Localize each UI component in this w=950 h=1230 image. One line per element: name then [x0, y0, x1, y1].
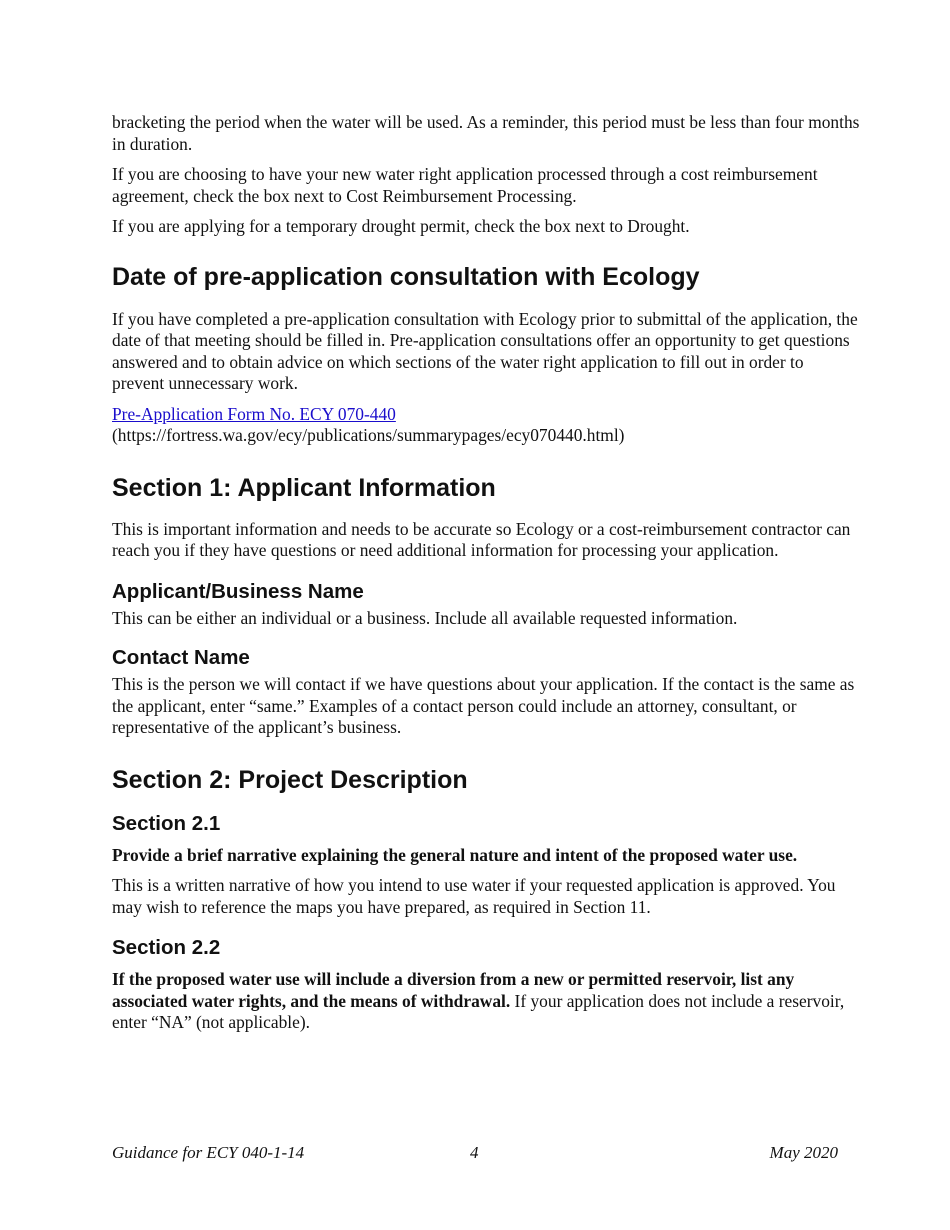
- section22-heading: Section 2.2: [112, 936, 221, 959]
- business-name-heading: Applicant/Business Name: [112, 579, 364, 603]
- section1-heading: Section 1: Applicant Information: [112, 473, 496, 502]
- section22-prompt: If the proposed water use will include a diversion from a new or permitted reservoir, list any associated water rights, and the means of withdrawal.: [112, 969, 795, 1011]
- preapp-body: If you have completed a pre-application consultation with Ecology prior to submittal of the application, the date of that meeting should be filled in. Pre-application consultations offer an opportunity to get questions answered and to obtain advice on which sections of the water right application to fill out in order to prevent unnecessary work.: [112, 308, 858, 393]
- footer-date: May 2020: [769, 1143, 838, 1162]
- intro-paragraph-3: If you are applying for a temporary drought permit, check the box next to Drought.: [112, 216, 690, 236]
- contact-name-body: This is the person we will contact if we have questions about your application. If the contact is the same as the applicant, enter “same.” Examples of a contact person could include an attorney, consultant, or representative of the applicant’s business.: [112, 674, 855, 737]
- section22-paragraph: [112, 969, 860, 1034]
- business-name-body: This can be either an individual or a business. Include all available requested information.: [112, 607, 738, 628]
- intro-paragraph-1: bracketing the period when the water will be used. As a reminder, this period must be less than four months in duration.: [112, 112, 860, 154]
- preapp-heading: Date of pre-application consultation with Ecology: [112, 262, 700, 291]
- section22-body: If your application does not include a reservoir, enter “NA” (not applicable).: [112, 990, 845, 1032]
- contact-name-heading: Contact Name: [112, 646, 250, 669]
- preapp-link-url: (https://fortress.wa.gov/ecy/publications/summarypages/ecy070440.html): [112, 425, 625, 445]
- preapp-link-block: [112, 404, 860, 447]
- preapp-form-link[interactable]: Pre-Application Form No. ECY 070-440: [112, 403, 396, 424]
- section21-prompt: Provide a brief narrative explaining the general nature and intent of the proposed water use.: [112, 844, 798, 865]
- intro-paragraph-2: If you are choosing to have your new water right application processed through a cost reimbursement agreement, check the box next to Cost Reimbursement Processing.: [112, 164, 818, 206]
- page-footer: [112, 1143, 838, 1165]
- page-content: [112, 112, 860, 1034]
- section2-heading: Section 2: Project Description: [112, 765, 468, 794]
- footer-document-title: Guidance for ECY 040-1-14: [112, 1143, 305, 1162]
- section21-heading: Section 2.1: [112, 811, 221, 835]
- footer-page-number: 4: [470, 1143, 479, 1162]
- section21-body: This is a written narrative of how you intend to use water if your requested application is approved. You may wish to reference the maps you have prepared, as required in Section 11.: [112, 875, 836, 917]
- section1-body: This is important information and needs to be accurate so Ecology or a cost-reimbursement contractor can reach you if they have questions or need additional information for processing your application.: [112, 518, 851, 560]
